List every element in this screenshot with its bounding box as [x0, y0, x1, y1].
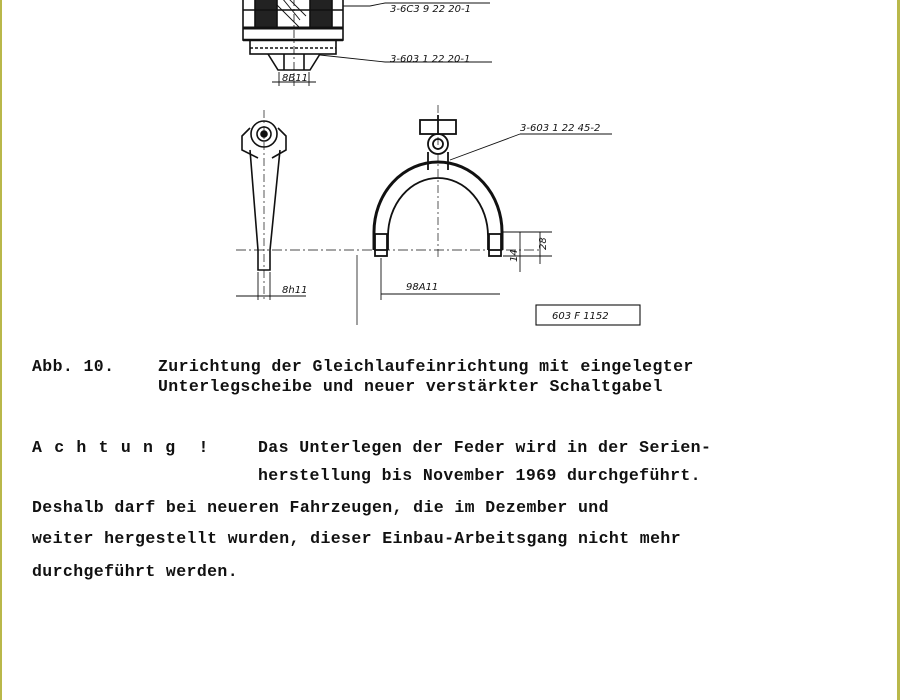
caption-label: Abb. 10.	[32, 357, 115, 376]
part-label-3: 3-603 1 22 45-2	[520, 123, 601, 134]
dimension-label-8h11: 8h11	[282, 285, 308, 296]
technical-drawing	[0, 0, 900, 340]
caption-line-2: Unterlegscheibe und neuer verstärkter Schaltgabel	[158, 377, 663, 396]
shift-fork-front-view	[374, 105, 502, 260]
shift-fork-side-view	[242, 110, 286, 300]
note-line-2: herstellung bis November 1969 durchgeführt.	[258, 466, 701, 485]
dimension-98A11	[381, 258, 500, 300]
leader-line-fork	[450, 134, 612, 160]
note-line-1: Das Unterlegen der Feder wird in der Serien-	[258, 438, 712, 457]
note-line-5: durchgeführt werden.	[32, 562, 239, 581]
dimension-label-8B11: 8B11	[282, 73, 308, 84]
caption-line-1: Zurichtung der Gleichlaufeinrichtung mit eingelegter	[158, 357, 694, 376]
drawing-number: 603 F 1152	[552, 311, 609, 322]
dimension-label-28: 28	[538, 237, 549, 250]
note-line-4: weiter hergestellt wurden, dieser Einbau-Arbeitsgang nicht mehr	[32, 529, 682, 548]
part-label-1: 3-6C3 9 22 20-1	[390, 4, 471, 15]
dimension-label-14: 14	[509, 249, 520, 262]
dimension-label-98A11: 98A11	[406, 282, 439, 293]
note-label: A c h t u n g !	[32, 438, 210, 457]
part-label-2: 3-603 1 22 20-1	[390, 54, 471, 65]
note-line-3: Deshalb darf bei neueren Fahrzeugen, die im Dezember und	[32, 498, 609, 517]
